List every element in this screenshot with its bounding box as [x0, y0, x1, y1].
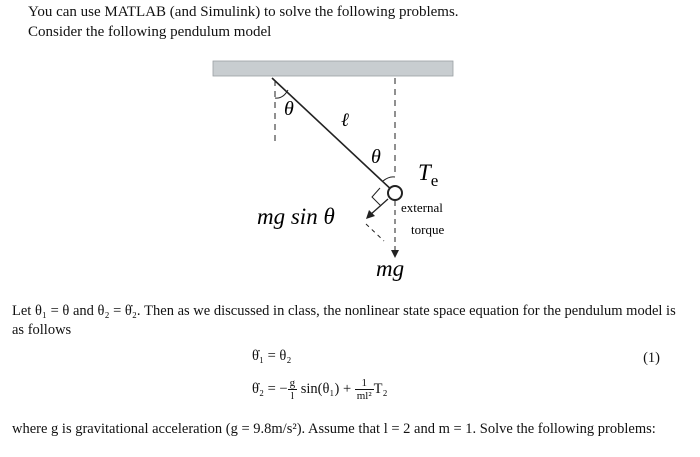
pendulum-rod: [272, 78, 395, 193]
external-label: external: [401, 200, 443, 215]
tangential-force-arrow: [370, 199, 388, 215]
torque-label: torque: [411, 222, 445, 237]
pendulum-bob: [388, 186, 402, 200]
parameters-paragraph: where g is gravitational acceleration (g = 9.8m/s²). Assume that l = 2 and m = 1. Solve the following problems:: [12, 421, 656, 437]
rod-extension-dashed: [366, 224, 384, 241]
mg-label: mg: [376, 256, 405, 281]
intro-line-2: Consider the following pendulum model: [28, 24, 272, 40]
mg-sin-theta-label: mg sin θ: [257, 204, 335, 229]
ceiling: [213, 61, 453, 76]
right-angle-marker: [372, 188, 381, 206]
equation-1: θ̇₁ = θ₂: [252, 348, 292, 364]
eq2-sin-term: sin(θ₁) +: [300, 380, 352, 397]
intro-line-1: You can use MATLAB (and Simulink) to solve the following problems.: [28, 4, 459, 20]
state-definition-paragraph: Let θ₁ = θ and θ₂ = θ̇₂. Then as we discussed in class, the nonlinear state space equation for the pendulum model is as follows: [12, 303, 676, 338]
eq2-lhs: θ̇₂ = −: [252, 380, 288, 397]
theta-label-bob: θ: [371, 146, 381, 168]
one-over-ml2-fraction: $\frac{1}{\text{ml²}}$: [356, 377, 372, 402]
theta-label-pivot: θ: [284, 98, 294, 120]
ell-label: ℓ: [341, 110, 349, 131]
equation-number: (1): [643, 350, 660, 366]
g-over-l-fraction: $\frac{g}{l}$: [289, 377, 296, 402]
theta-arc-bob: [383, 177, 395, 181]
torque-symbol: $T_e$: [418, 160, 439, 190]
eq2-torque-term: T₂: [373, 380, 388, 397]
equation-2: [252, 377, 388, 402]
